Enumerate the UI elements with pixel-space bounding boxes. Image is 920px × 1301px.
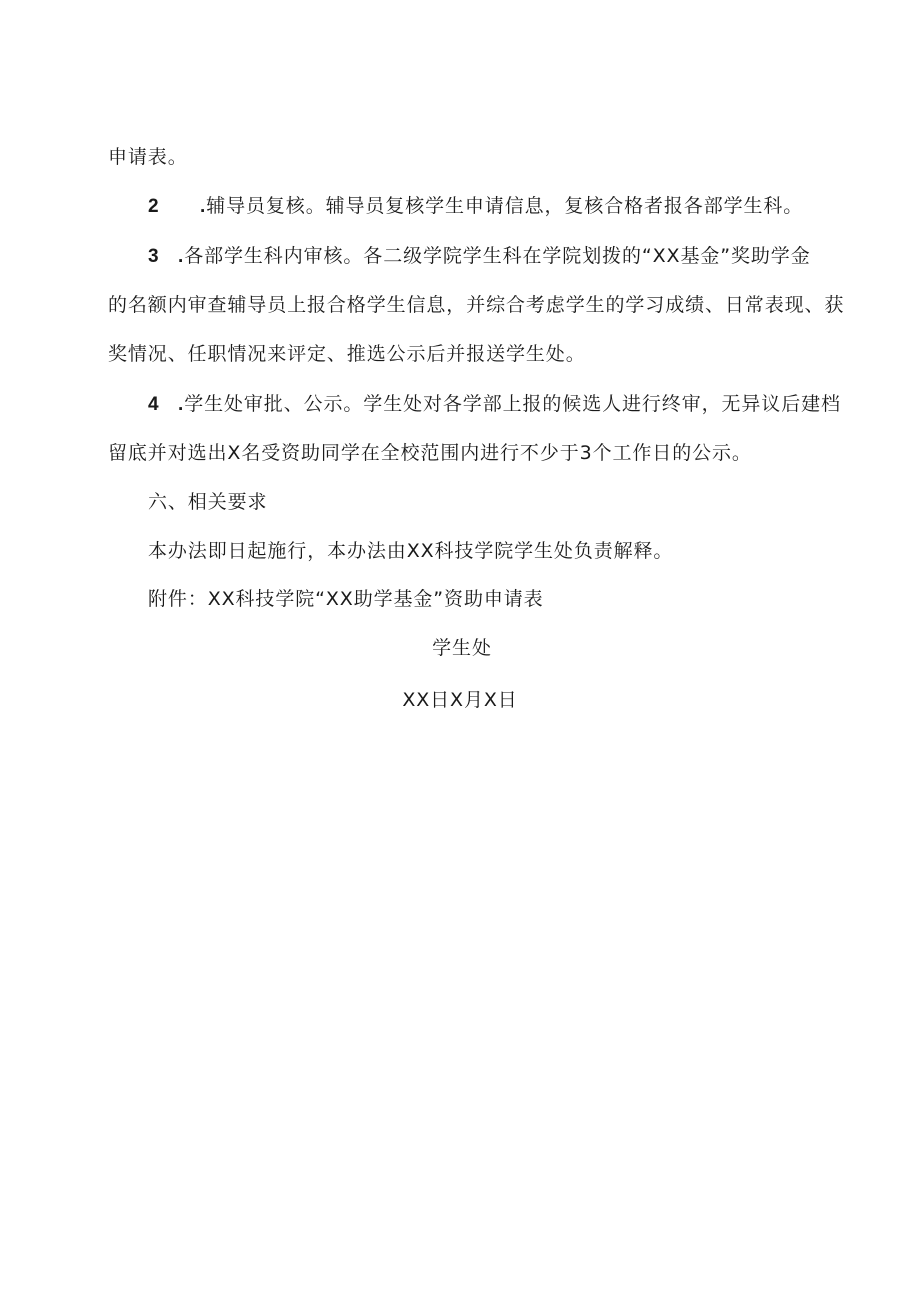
item-4-line-1: [148, 391, 841, 418]
item-2-number: 2: [148, 196, 160, 217]
section-6-text: 本办法即日起施行，本办法由XX科技学院学生处负责解释。: [148, 540, 674, 562]
item-4-number: 4: [148, 394, 160, 415]
attachment-line: 附件：XX科技学院“XX助学基金”资助申请表: [148, 588, 544, 610]
item-3-number: 3: [148, 246, 160, 267]
paragraph-line-application-form: 申请表。: [108, 146, 188, 168]
item-3-dot: .: [178, 246, 185, 267]
item-3-line-2: 的名额内审查辅导员上报合格学生信息，并综合考虑学生的学习成绩、日常表现、获: [108, 294, 845, 316]
signature-date: XX日X月X日: [402, 689, 518, 711]
item-3-text-1: 各部学生科内审核。各二级学院学生科在学院划拨的“XX基金”奖助学金: [184, 245, 811, 267]
item-3-line-3: 奖情况、任职情况来评定、推选公示后并报送学生处。: [108, 343, 586, 365]
signature-organization: 学生处: [432, 637, 492, 659]
item-2-line: [148, 193, 803, 220]
item-3-line-1: [148, 243, 811, 270]
item-2-text: 辅导员复核。辅导员复核学生申请信息，复核合格者报各部学生科。: [206, 195, 804, 217]
item-4-dot: .: [178, 394, 185, 415]
item-4-text-1: 学生处审批、公示。学生处对各学部上报的候选人进行终审，无异议后建档: [184, 393, 841, 415]
item-2-dot: .: [200, 196, 207, 217]
item-4-line-2: 留底并对选出X名受资助同学在全校范围内进行不少于3个工作日的公示。: [108, 442, 752, 464]
section-6-heading: 六、相关要求: [148, 491, 268, 513]
